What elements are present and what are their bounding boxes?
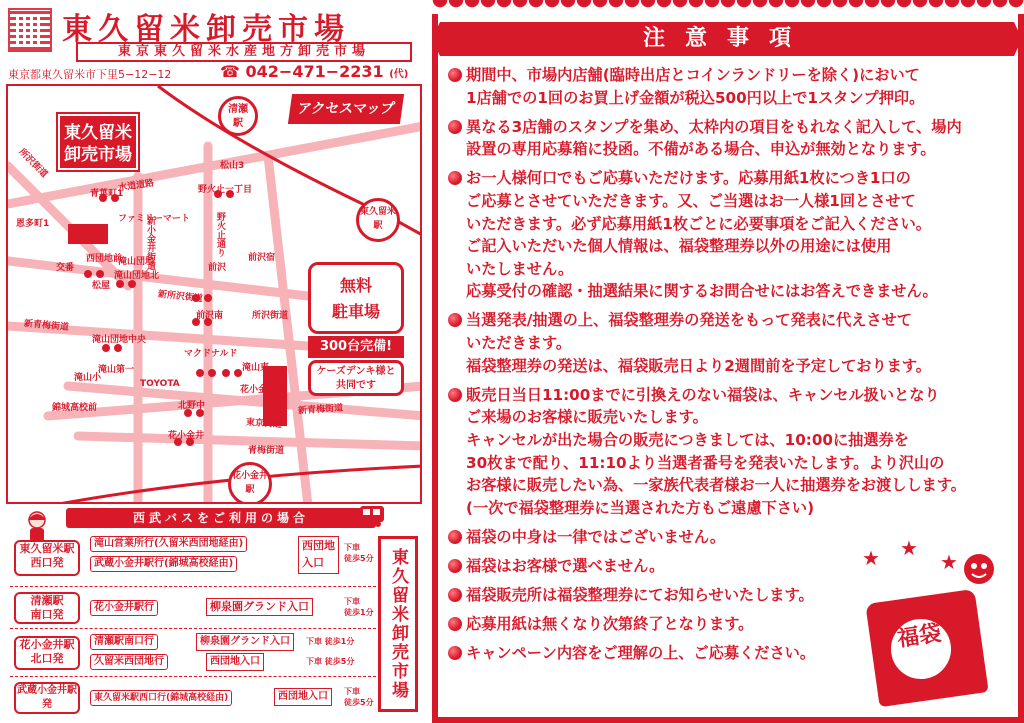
bullet-icon xyxy=(448,68,462,82)
bus-line[interactable]: 武蔵小金井駅行(錦城高校経由) xyxy=(90,556,237,572)
bus-origin: 武蔵小金井駅 発 xyxy=(14,682,80,714)
divider xyxy=(10,676,376,677)
lucky-bag-illustration xyxy=(852,536,1002,706)
mascot-icon xyxy=(962,552,996,586)
scallop-border xyxy=(432,0,1024,14)
walk-time: 下車 徒歩1分 xyxy=(306,637,355,646)
notice-item xyxy=(448,167,1014,303)
bus-route-group xyxy=(6,592,376,624)
telephone xyxy=(220,62,408,81)
place-label: 野火止通り xyxy=(215,212,225,257)
road-label: 東京街道 xyxy=(245,417,283,431)
notice-panel xyxy=(432,0,1024,723)
bus-line[interactable]: 久留米西団地行 xyxy=(90,654,168,670)
road-label: 新青梅街道 xyxy=(297,403,344,417)
place-label: ファミリーマート xyxy=(118,214,190,224)
notice-line: お一人様何口でもご応募いただけます。応募用紙1枚につき1口の xyxy=(466,169,911,188)
road-label: 水道道路 xyxy=(117,178,155,194)
place-label: 滝山団地北 xyxy=(114,271,160,281)
parking-shared-note: ケーズデンキ様と 共同です xyxy=(308,360,404,396)
notice-line: いたしません。 xyxy=(466,259,574,278)
notice-line: 設置の専用応募箱に投函。不備がある場合、申込が無効となります。 xyxy=(466,140,936,159)
bus-origin: 東久留米駅 西口発 xyxy=(14,540,80,576)
notice-line: ご応募とさせていただきます。又、ご当選はお一人様1回とさせて xyxy=(466,191,916,210)
bus-line[interactable]: 清瀬駅南口行 xyxy=(90,634,158,650)
bullet-icon xyxy=(448,646,462,660)
notice-line: (一次で福袋整理券に当選された方もご遠慮下さい) xyxy=(466,498,815,517)
place-label: 青葉町1 xyxy=(90,189,124,199)
notice-line: 異なる3店舗のスタンプを集め、太枠内の項目をもれなく記入して、場内 xyxy=(466,117,962,136)
place-label: 前沢 xyxy=(208,263,227,273)
place-label: 滝山第一 xyxy=(98,365,135,375)
notice-line: 福袋の中身は一律ではございません。 xyxy=(466,527,726,546)
notice-line: 福袋整理券の発送は、福袋販売日より2週間前を予定しております。 xyxy=(466,356,931,375)
place-label: 北野中 xyxy=(178,401,206,411)
bus-route-group xyxy=(6,682,376,714)
walk-time: 下車 徒歩1分 xyxy=(344,597,374,617)
bus-route-group xyxy=(6,634,376,672)
road-label: 所沢街道 xyxy=(16,147,50,180)
bag-label: 福袋 xyxy=(884,612,959,687)
phone-suffix: (代) xyxy=(389,69,409,80)
bus-stop: 西団地 入口 xyxy=(298,536,339,574)
star-icon: ★ xyxy=(940,550,958,574)
notice-title: 注意事項 xyxy=(440,22,1014,56)
bus-route-group xyxy=(6,536,376,582)
map-market-label: 東久留米 卸売市場 xyxy=(58,114,138,170)
phone-number[interactable]: 042−471−2231 xyxy=(245,62,384,81)
notice-line: 30枚まで配り、11:10より当選者番号を発表いたします。より沢山の xyxy=(466,453,945,472)
notice-item xyxy=(448,384,1014,520)
access-map xyxy=(6,84,422,504)
market-building xyxy=(68,224,108,244)
place-label: 花小金井 xyxy=(168,431,205,441)
place-label: 滝山団地中央 xyxy=(92,335,147,345)
notice-line: キャンペーン内容をご理解の上、ご応募ください。 xyxy=(466,644,816,663)
notice-line: 福袋販売所は福袋整理券にてお知らせいたします。 xyxy=(466,585,814,604)
bus-line[interactable]: 花小金井駅行 xyxy=(90,600,158,616)
place-label: 西団地前 xyxy=(86,254,123,264)
bus-stop: 柳泉園グランド入口 xyxy=(206,598,313,616)
place-label: 松山3 xyxy=(220,161,245,171)
notice-line: いただきます。必ず応募用紙1枚ごとに必要事項をご記入ください。 xyxy=(466,214,931,233)
bus-line[interactable]: 東久留米駅西口行(錦城高校経由) xyxy=(90,690,232,706)
place-label: 滝山小 xyxy=(74,373,102,383)
emphasis-text: もれなく xyxy=(794,117,856,136)
place-label: 新小金井街道 xyxy=(145,216,155,270)
place-label: TOYOTA xyxy=(140,379,180,389)
bus-icon xyxy=(358,504,386,528)
bullet-icon xyxy=(448,530,462,544)
bus-stop: 柳泉園グランド入口 xyxy=(196,633,294,651)
notice-line: 応募受付の確認・抽選結果に関するお問合せにはお答えできません。 xyxy=(466,282,938,301)
free-parking-callout: 無料 駐車場 300台完備! ケーズデンキ様と 共同です xyxy=(308,262,404,382)
bullet-icon xyxy=(448,120,462,134)
bus-stop: 西団地入口 xyxy=(274,688,332,706)
place-label: 滝山東 xyxy=(242,363,270,373)
bullet-icon xyxy=(448,559,462,573)
address: 東京都東久留米市下里5−12−12 xyxy=(8,68,172,81)
left-panel xyxy=(0,0,430,723)
place-label: 交番 xyxy=(56,263,75,273)
road-label: 所沢街道 xyxy=(252,311,289,321)
bus-destination: 東久留米卸売市場 xyxy=(378,536,418,712)
place-label: 花小金井北 xyxy=(240,385,286,395)
notice-line: ご来場のお客様に販売いたします。 xyxy=(466,408,708,427)
notice-line: 1店舗での1回のお買上げ金額が税込500円以上で1スタンプ押印。 xyxy=(466,88,925,107)
divider xyxy=(10,586,376,587)
place-label: 恩多町1 xyxy=(16,219,50,229)
qr-code[interactable] xyxy=(8,8,52,52)
station-higashikurume: 東久留米 駅 xyxy=(356,198,400,242)
notice-item xyxy=(448,64,1014,109)
notice-line: 福袋はお客様で選べません。 xyxy=(466,556,665,575)
star-icon: ★ xyxy=(862,546,880,570)
bus-origin: 花小金井駅 北口発 xyxy=(14,636,80,670)
bus-origin: 清瀬駅 南口発 xyxy=(14,592,80,624)
notice-line: 販売日当日11:00までに引換えのない福袋は、キャンセル扱いとなり xyxy=(466,385,940,404)
notice-line: ご記入いただいた個人情報は、福袋整理券以外の用途には使用 xyxy=(466,237,892,256)
road-label: 新青梅街道 xyxy=(23,319,70,333)
bullet-icon xyxy=(448,617,462,631)
walk-time: 下車 徒歩5分 xyxy=(344,543,374,563)
place-label: 錦城高校前 xyxy=(52,403,98,413)
phone-icon: ☎ xyxy=(220,62,240,81)
bus-line[interactable]: 滝山営業所行(久留米西団地経由) xyxy=(90,536,247,552)
notice-line: キャンセルが出た場合の販売につきましては、10:00に抽選券を xyxy=(466,430,909,449)
bullet-icon xyxy=(448,588,462,602)
notice-line: 当選発表/抽選の上、福袋整理券の発送をもって発表に代えさせて xyxy=(466,311,912,330)
place-label: 松屋 xyxy=(92,281,111,291)
notice-line: 応募用紙は無くなり次第終了となります。 xyxy=(466,615,754,634)
place-label: 滝山団地 xyxy=(118,257,155,267)
walk-time: 下車 徒歩5分 xyxy=(344,687,374,707)
place-label: 野火止一丁目 xyxy=(198,185,253,195)
notice-line: お客様に販売したい為、一家族代表者様お一人に抽選券をお渡しします。 xyxy=(466,476,966,495)
parking-capacity: 300台完備! xyxy=(308,336,404,358)
star-icon: ★ xyxy=(900,536,918,560)
bus-guide xyxy=(6,508,422,716)
place-label: 前沢宿 xyxy=(248,253,276,263)
bullet-icon xyxy=(448,388,462,402)
market-subtitle: 東京東久留米水産地方卸売市場 xyxy=(76,42,412,62)
road-label: 青梅街道 xyxy=(248,446,285,456)
place-label: マクドナルド xyxy=(184,349,238,359)
station-hanakoganei: 花小金井 駅 xyxy=(228,462,272,504)
bullet-icon xyxy=(448,313,462,327)
place-label: 前沢南 xyxy=(196,311,224,321)
notice-line: 期間中、市場内店舗(臨時出店とコインランドリーを除く)において xyxy=(466,66,920,84)
road-label: 新所沢街道 xyxy=(157,289,204,305)
market-title: 東久留米卸売市場 xyxy=(62,12,350,47)
notice-line: いただきます。 xyxy=(466,334,572,353)
access-map-title: アクセスマップ xyxy=(288,94,404,124)
bullet-icon xyxy=(448,171,462,185)
notice-item xyxy=(448,309,1014,377)
divider xyxy=(10,628,376,629)
bus-guide-header: 西武バスをご利用の場合 xyxy=(66,508,376,528)
station-kiyose: 清瀬 駅 xyxy=(218,96,258,136)
walk-time: 下車 徒歩5分 xyxy=(306,657,355,666)
bus-stop: 西団地入口 xyxy=(206,653,264,671)
notice-item xyxy=(448,116,1014,161)
